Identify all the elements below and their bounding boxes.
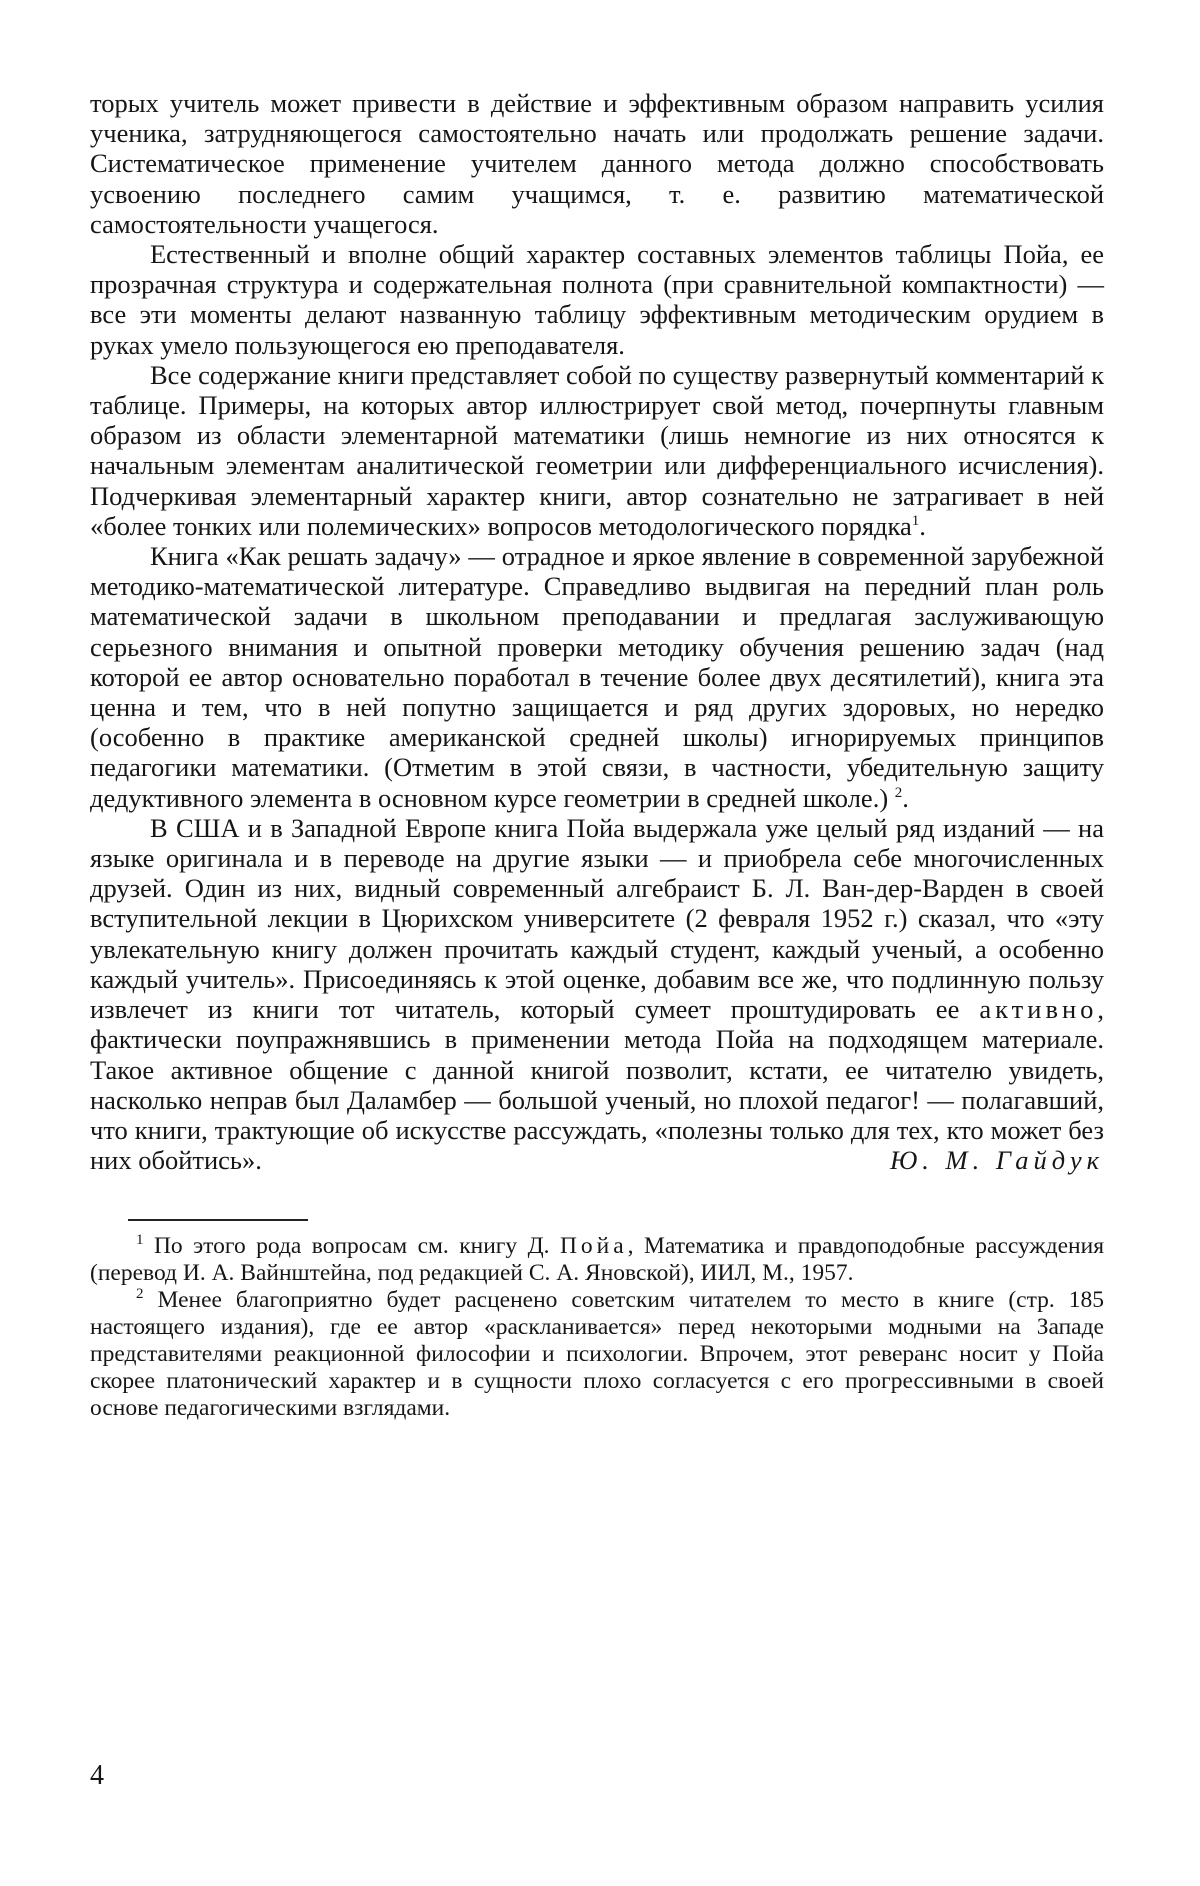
footnote-mark: 2 — [136, 1286, 144, 1303]
paragraph-text: , фактически поупражнявшись в применении метода Пойа на подходящем материале. Такое активное общение с данной книгой позволит, кстати, ее читателю увидеть, насколько неправ был Даламбер — большой ученый, но плохой педагог! — полагавший, что книги, трактующие об искусстве рассуждать, «полезны только для тех, кто может без них обойтись». — [90, 994, 1105, 1176]
paragraph — [90, 813, 1104, 1175]
paragraph: Книга «Как решать задачу» — отрадное и яркое явление в современной зарубежной методико-математической литературе. Справедливо выдвигая на передний план роль математической задачи в школьном преподавании и предлагая заслуживающую серьезного внимания и опытной проверки методику обучения решению задач (над которой ее автор основательно поработал в течение более двух десятилетий), книга эта ценна и тем, что в ней попутно защищается и ряд других здоровых, но нередко (особенно в практике американской средней школы) игнорируемых принципов педагогики математики. (Отметим в этой связи, в частности, убедительную защиту дедуктивного элемента в основном курсе геометрии в средней школе.) $^2$. — [90, 541, 1104, 813]
author-signature: Ю. М. Гайдук — [889, 1145, 1104, 1176]
paragraph — [90, 88, 1104, 239]
footnote-text: Менее благоприятно будет расценено советским читателем то место в книге (стр. 185 настоящего издания), где ее автор «раскланивается» перед некоторыми модными на Западе представителями реакционной философии и психологии. Впрочем, этот реверанс носит у Пойа скорее платонический характер и в сущности плохо согласуется с его прогрессивными в своей основе педагогическими взглядами. — [90, 1287, 1105, 1422]
footnote-text: По этого рода вопросам см. книгу Д. — [153, 1233, 550, 1260]
paragraph-text: Книга «Как решать задачу» — отрадное и яркое явление в современной зарубежной методико-математической литературе. Справедливо выдвигая на передний план роль математической задачи в школьном преподавании и предлагая заслуживающую серьезного внимания и опытной проверки методику обучения решению задач (над которой ее автор основательно поработал в течение более двух десятилетий), книга эта ценна и тем, что в ней попутно защищается и ряд других здоровых, но нередко (особенно в практике американской средней школы) игнорируемых принципов педагогики математики. (Отметим в этой связи, в частности, убедительную защиту дедуктивного элемента в основном курсе геометрии в средней школе.) — [90, 541, 1104, 813]
footnote-text: , Математика и правдоподобные рассуждения (перевод И. А. Вайнштейна, под редакцией С. А. Яновской), ИИЛ, М., 1957. — [90, 1233, 1104, 1287]
paragraph: Все содержание книги представляет собой по существу развернутый комментарий к таблице. Примеры, на которых автор иллюстрирует свой метод, почерпнуты главным образом из области элементарной математики (лишь немногие из них относятся к начальным элементам аналитической геометрии или дифференциального исчисления). Подчеркивая элементарный характер книги, автор сознательно не затрагивает в ней «более тонких или полемических» вопросов методологического порядка$^1$. — [90, 359, 1104, 541]
footnote — [90, 1233, 1104, 1287]
paragraph-text: В США и в Западной Европе книга Пойа выдержала уже целый ряд изданий — на языке оригинала и в переводе на другие языки — и приобрела себе многочисленных друзей. Один из них, видный современный алгебраист Б. Л. Ван-дер-Варден в своей вступительной лекции в Цюрихском университете (2 февраля 1952 г.) сказал, что «эту увлекательную книгу должен прочитать каждый студент, каждый ученый, а особенно каждый учитель». Присоединяясь к этой оценке, добавим все же, что подлинную пользу извлечет из книги тот читатель, который сумеет проштудировать ее — [90, 812, 1104, 1025]
footnote-mark: 1 — [911, 513, 920, 530]
footnote-mark: 2 — [894, 784, 903, 801]
emphasized-word: активно — [979, 994, 1098, 1025]
paragraph-text: торых учитель может привести в действие и эффективным образом направить усилия ученика, затрудняющегося самостоятельно начать или продолжать решение задачи. Систематическое применение учителем данного метода должно способствовать усвоению последнего самим учащимся, т. е. развитию математической самостоятельности учащегося. — [90, 88, 1104, 239]
page-number: 4 — [90, 1760, 104, 1791]
paragraph-text: Естественный и вполне общий характер составных элементов таблицы Пойа, ее прозрачная структура и содержательная полнота (при сравнительной компактности) — все эти моменты делают названную таблицу эффективным методическим орудием в руках умело пользующегося ею преподавателя. — [90, 239, 1104, 360]
main-text — [90, 88, 1104, 1175]
paragraph — [90, 239, 1104, 360]
footnote-divider — [128, 1219, 308, 1221]
emphasized-word: Пойа — [559, 1233, 628, 1260]
footnotes — [90, 1233, 1104, 1422]
page-content — [90, 88, 1104, 1422]
footnote-mark: 1 — [136, 1232, 144, 1249]
paragraph-text: Все содержание книги представляет собой по существу развернутый комментарий к таблице. Примеры, на которых автор иллюстрирует свой метод, почерпнуты главным образом из области элементарной математики (лишь немногие из них относятся к начальным элементам аналитической геометрии или дифференциального исчисления). Подчеркивая элементарный характер книги, автор сознательно не затрагивает в ней «более тонких или полемических» вопросов методологического порядка — [90, 359, 1104, 541]
footnote — [90, 1287, 1104, 1422]
